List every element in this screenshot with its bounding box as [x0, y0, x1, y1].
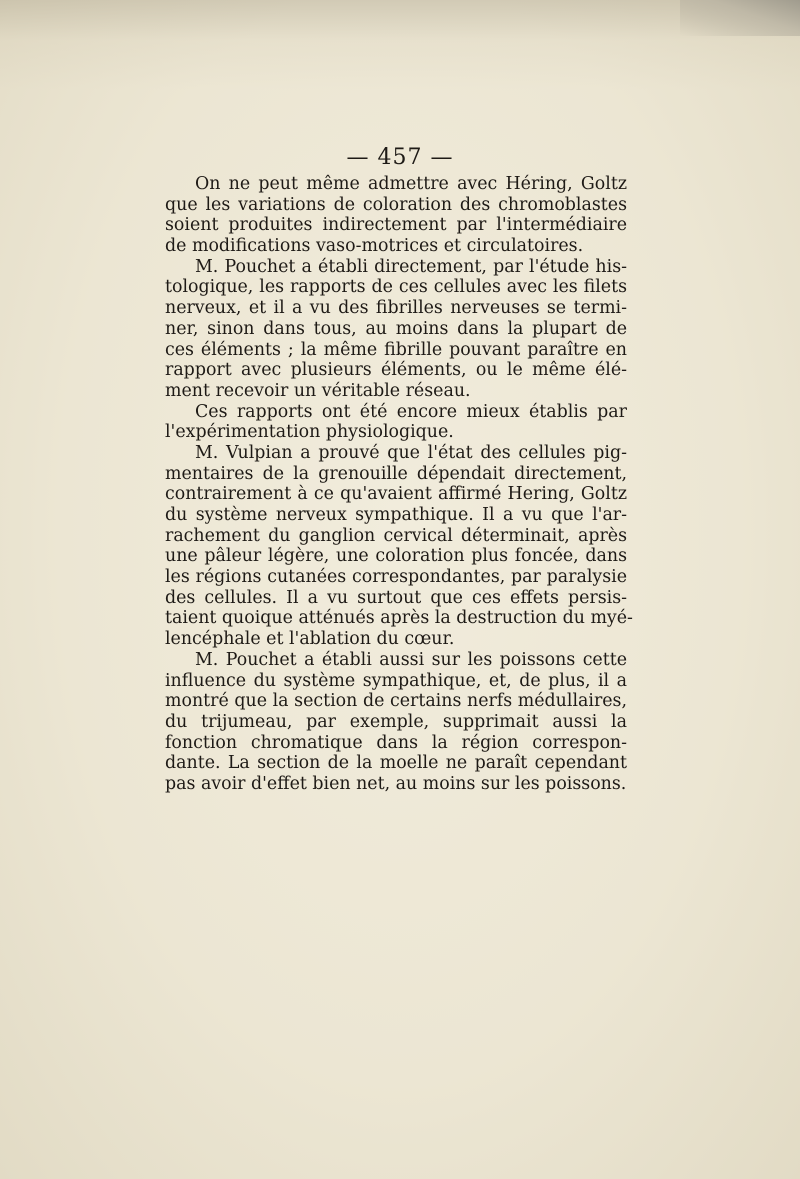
text-line: montré que la section de certains nerfs médullaires, — [165, 691, 627, 712]
text-line: du trijumeau, par exemple, supprimait aussi la — [165, 711, 627, 732]
text-line: tologique, les rapports de ces cellules avec les filets — [165, 277, 627, 298]
text-line: ner, sinon dans tous, au moins dans la plupart de — [165, 318, 627, 339]
text-line: nerveux, et il a vu des fibrilles nerveuses se termi- — [165, 298, 627, 319]
text-line: du système nerveux sympathique. Il a vu que l'ar- — [165, 505, 627, 525]
text-line: rapport avec plusieurs éléments, ou le même élé- — [165, 360, 627, 381]
text-line: taient quoique atténués après la destruction du myé- — [165, 608, 633, 629]
text-line: que les variations de coloration des chromoblastes — [165, 194, 627, 215]
text-line: dante. La section de la moelle ne paraît cependant — [165, 753, 627, 774]
text-line: influence du système sympathique, et, de plus, il a — [165, 670, 627, 691]
text-line: M. Pouchet a établi aussi sur les poissons cette — [195, 649, 627, 670]
text-line: les régions cutanées correspondantes, par paralysie — [165, 567, 627, 588]
text-line: Ces rapports ont été encore mieux établis par — [195, 401, 627, 422]
text-line: mentaires de la grenouille dépendait directement, — [165, 463, 627, 484]
text-line: l'expérimentation physiologique. — [165, 422, 454, 443]
text-line: rachement du ganglion cervical déterminait, après — [165, 525, 627, 546]
text-line: On ne peut même admettre avec Héring, Goltz — [195, 174, 627, 194]
page-number: — 457 — — [346, 145, 454, 170]
text-line: une pâleur légère, une coloration plus foncée, dans — [165, 546, 627, 567]
text-line: soient produites indirectement par l'intermédiaire — [165, 215, 627, 236]
body-text — [165, 174, 633, 795]
text-line: pas avoir d'effet bien net, au moins sur les poissons. — [165, 773, 627, 794]
text-line: des cellules. Il a vu surtout que ces effets persis- — [165, 587, 627, 608]
text-line: de modifications vaso-motrices et circulatoires. — [165, 236, 584, 257]
text-line: ment recevoir un véritable réseau. — [165, 380, 471, 401]
text-line: M. Pouchet a établi directement, par l'étude his- — [195, 256, 627, 277]
text-line: M. Vulpian a prouvé que l'état des cellules pig- — [195, 442, 627, 463]
text-line: lencéphale et l'ablation du cœur. — [165, 629, 455, 650]
text-line: contrairement à ce qu'avaient affirmé Hering, Goltz — [165, 484, 627, 505]
page-corner-fold — [680, 0, 800, 36]
text-line: fonction chromatique dans la région correspon- — [165, 732, 627, 753]
text-line: ces éléments ; la même fibrille pouvant paraître en — [165, 339, 627, 360]
